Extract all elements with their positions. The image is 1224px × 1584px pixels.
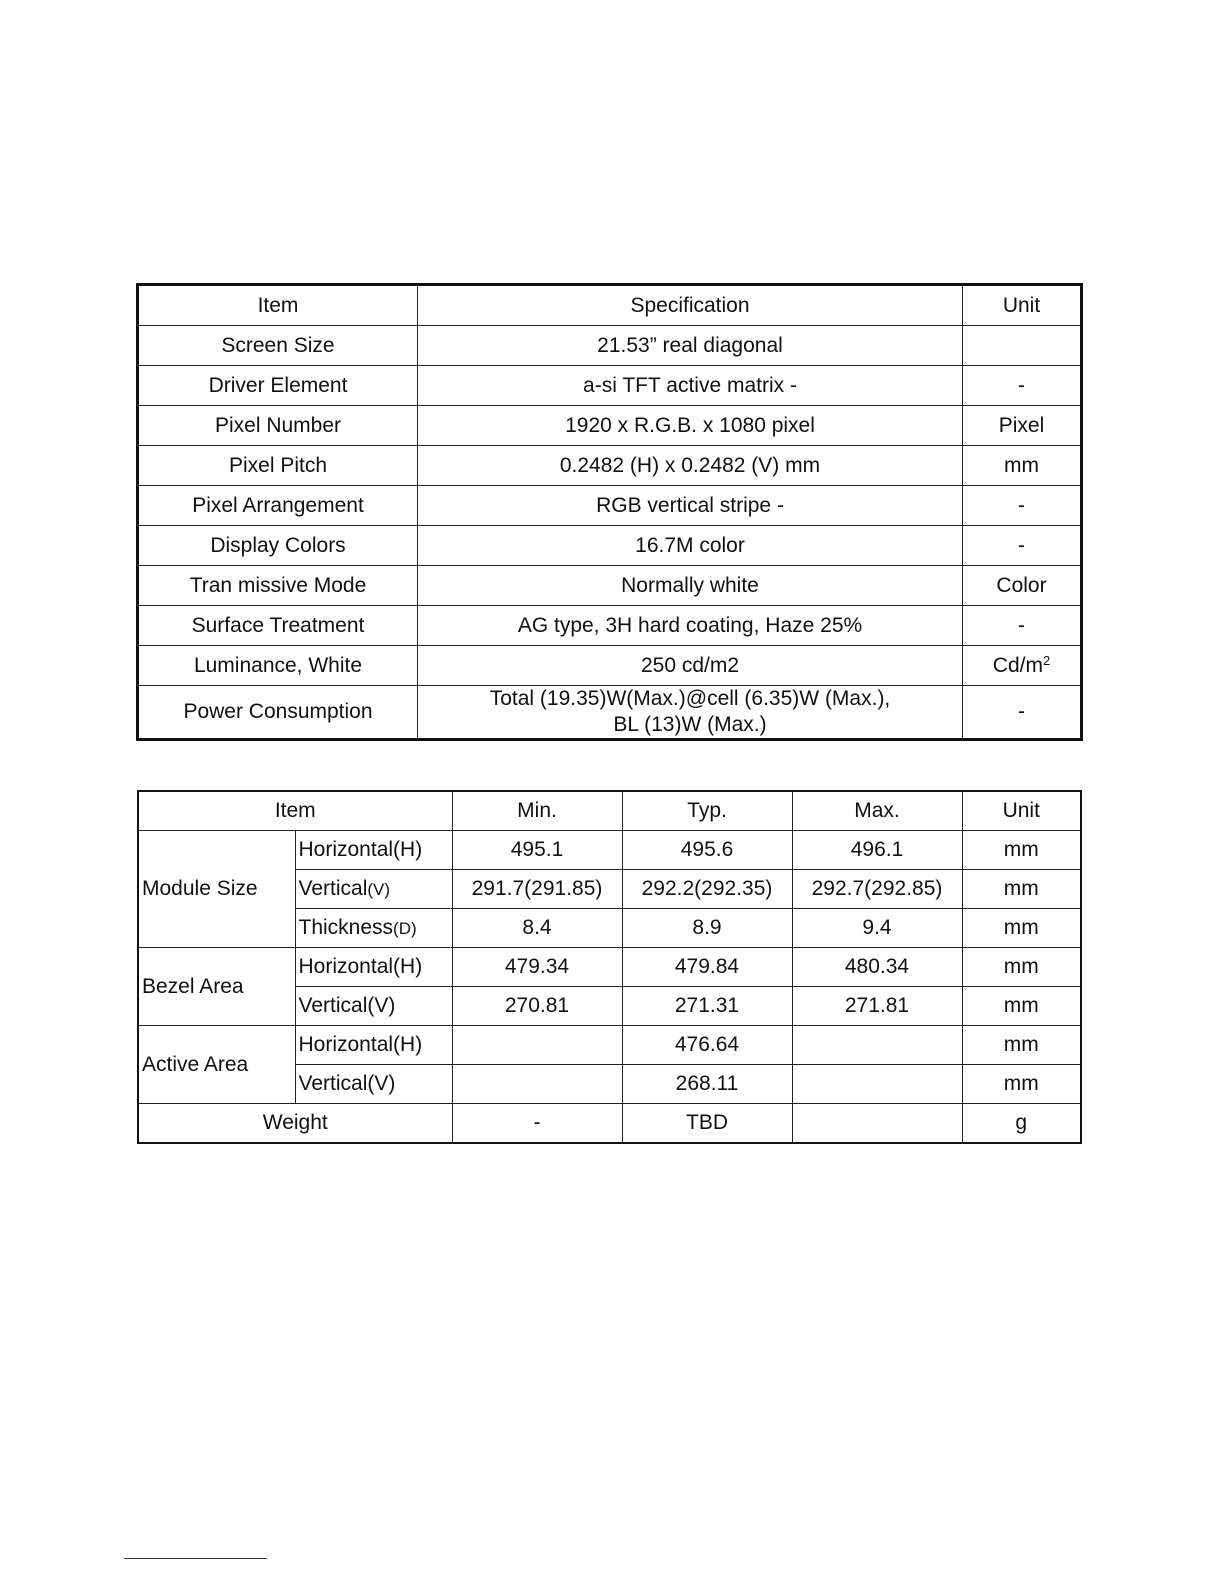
cell-max: 271.81 <box>792 987 962 1026</box>
row-unit: Color <box>963 566 1082 606</box>
cell-max <box>792 1104 962 1144</box>
sub-label-suffix: (D) <box>393 919 417 938</box>
cell-max <box>792 1026 962 1065</box>
cell-min: 8.4 <box>452 909 622 948</box>
group-label-module-size: Module Size <box>138 831 295 948</box>
sub-label: Horizontal(H) <box>295 831 452 870</box>
row-unit: - <box>963 366 1082 406</box>
cell-max: 292.7(292.85) <box>792 870 962 909</box>
cell-max: 480.34 <box>792 948 962 987</box>
header-max: Max. <box>792 791 962 831</box>
sub-label: Vertical(V) <box>295 1065 452 1104</box>
header-unit: Unit <box>962 791 1081 831</box>
unit-base: Cd/m <box>992 654 1043 677</box>
header-spec: Specification <box>418 285 963 326</box>
table-row <box>138 526 1082 566</box>
row-item: Surface Treatment <box>138 606 418 646</box>
footnote-divider <box>124 1558 267 1559</box>
sub-label: Horizontal(H) <box>295 948 452 987</box>
spec-line-1: Total (19.35)W(Max.)@cell (6.35)W (Max.), <box>489 687 891 710</box>
sub-label: Vertical(V) <box>295 987 452 1026</box>
sub-label-suffix: (V) <box>367 880 391 899</box>
row-spec: AG type, 3H hard coating, Haze 25% <box>418 606 963 646</box>
table-header-row <box>138 791 1081 831</box>
row-unit <box>963 326 1082 366</box>
header-unit: Unit <box>963 285 1082 326</box>
cell-min: 291.7(291.85) <box>452 870 622 909</box>
row-item: Pixel Arrangement <box>138 486 418 526</box>
cell-unit: mm <box>962 987 1081 1026</box>
group-label-bezel-area: Bezel Area <box>138 948 295 1026</box>
cell-typ: 476.64 <box>622 1026 792 1065</box>
cell-typ: TBD <box>622 1104 792 1144</box>
cell-unit: mm <box>962 1065 1081 1104</box>
table-row <box>138 1026 1081 1065</box>
cell-typ: 271.31 <box>622 987 792 1026</box>
mechanical-dimensions-table <box>137 790 1082 1144</box>
row-spec: Normally white <box>418 566 963 606</box>
table-row <box>138 446 1082 486</box>
table-row <box>138 948 1081 987</box>
row-spec: a-si TFT active matrix - <box>418 366 963 406</box>
unit-superscript: 2 <box>1042 653 1051 668</box>
sub-label <box>295 909 452 948</box>
table-row <box>138 566 1082 606</box>
header-item: Item <box>138 791 452 831</box>
cell-unit: mm <box>962 870 1081 909</box>
general-spec-table <box>136 283 1083 741</box>
row-item: Luminance, White <box>138 646 418 686</box>
row-unit: - <box>963 606 1082 646</box>
sub-label-base: Vertical <box>298 877 368 900</box>
table-row <box>138 831 1081 870</box>
row-unit <box>963 646 1082 686</box>
row-item: Tran missive Mode <box>138 566 418 606</box>
cell-min: 270.81 <box>452 987 622 1026</box>
cell-min <box>452 1065 622 1104</box>
header-typ: Typ. <box>622 791 792 831</box>
row-unit: - <box>963 526 1082 566</box>
table-row <box>138 646 1082 686</box>
cell-unit: mm <box>962 948 1081 987</box>
cell-typ: 268.11 <box>622 1065 792 1104</box>
cell-min: - <box>452 1104 622 1144</box>
cell-max <box>792 1065 962 1104</box>
table-row <box>138 366 1082 406</box>
header-item: Item <box>138 285 418 326</box>
cell-typ: 8.9 <box>622 909 792 948</box>
spec-line-2: BL (13)W (Max.) <box>613 713 767 736</box>
sub-label-base: Thickness <box>298 916 394 939</box>
table-header-row <box>138 285 1082 326</box>
cell-min: 495.1 <box>452 831 622 870</box>
row-spec: 250 cd/m2 <box>418 646 963 686</box>
row-spec: 21.53” real diagonal <box>418 326 963 366</box>
cell-unit: g <box>962 1104 1081 1144</box>
cell-typ: 479.84 <box>622 948 792 987</box>
row-spec <box>418 686 963 740</box>
row-item: Screen Size <box>138 326 418 366</box>
row-item: Power Consumption <box>138 686 418 740</box>
row-unit: mm <box>963 446 1082 486</box>
row-item: Display Colors <box>138 526 418 566</box>
cell-typ: 495.6 <box>622 831 792 870</box>
row-unit: - <box>963 486 1082 526</box>
table-row <box>138 606 1082 646</box>
sub-label: Horizontal(H) <box>295 1026 452 1065</box>
row-item: Driver Element <box>138 366 418 406</box>
group-label-weight: Weight <box>138 1104 452 1144</box>
cell-max: 496.1 <box>792 831 962 870</box>
row-spec: 0.2482 (H) x 0.2482 (V) mm <box>418 446 963 486</box>
cell-max: 9.4 <box>792 909 962 948</box>
row-item: Pixel Number <box>138 406 418 446</box>
row-spec: 16.7M color <box>418 526 963 566</box>
row-unit: Pixel <box>963 406 1082 446</box>
table-row <box>138 326 1082 366</box>
row-item: Pixel Pitch <box>138 446 418 486</box>
sub-label <box>295 870 452 909</box>
cell-unit: mm <box>962 909 1081 948</box>
row-spec: 1920 x R.G.B. x 1080 pixel <box>418 406 963 446</box>
cell-unit: mm <box>962 1026 1081 1065</box>
cell-unit: mm <box>962 831 1081 870</box>
group-label-active-area: Active Area <box>138 1026 295 1104</box>
table-row <box>138 686 1082 740</box>
row-unit: - <box>963 686 1082 740</box>
cell-min: 479.34 <box>452 948 622 987</box>
row-spec: RGB vertical stripe - <box>418 486 963 526</box>
cell-min <box>452 1026 622 1065</box>
table-row <box>138 486 1082 526</box>
cell-typ: 292.2(292.35) <box>622 870 792 909</box>
table-row <box>138 406 1082 446</box>
table-row <box>138 1104 1081 1144</box>
header-min: Min. <box>452 791 622 831</box>
